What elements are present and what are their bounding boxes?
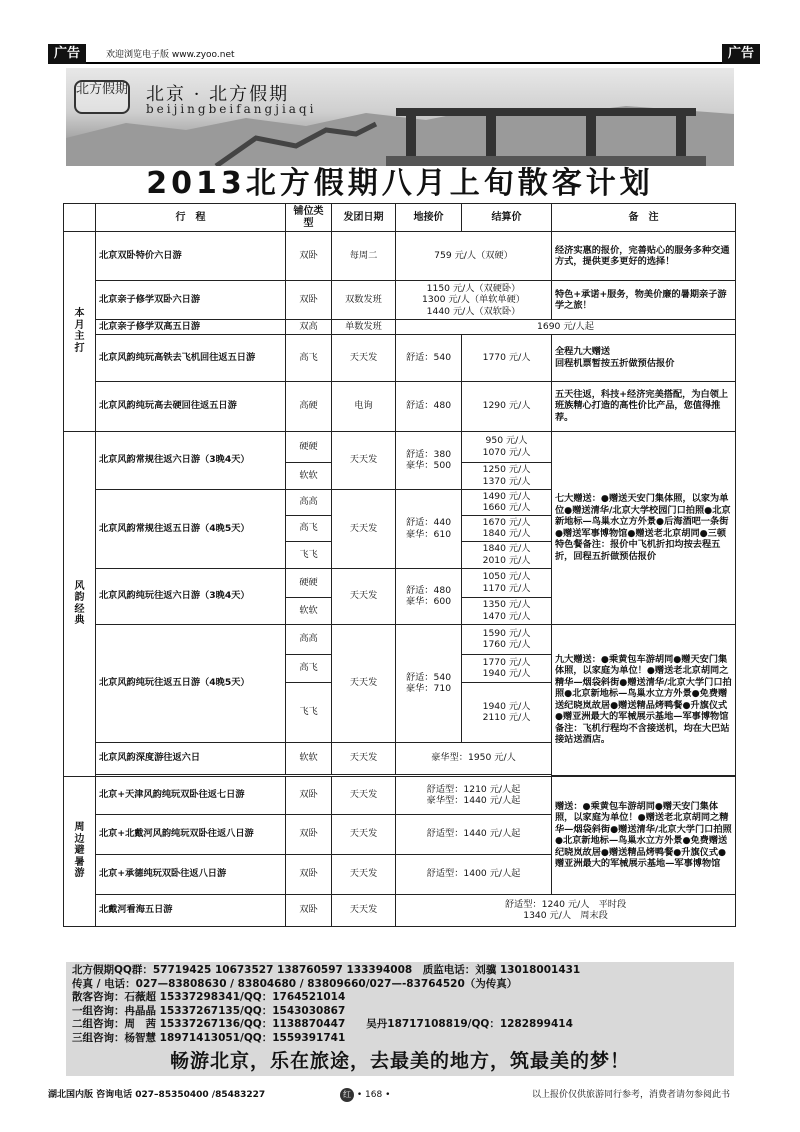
banner xyxy=(66,68,734,166)
col-local: 地接价 xyxy=(396,204,462,232)
note-line: 回程机票暂按五折做预估报价 xyxy=(555,357,675,369)
berth-type: 双卧 xyxy=(286,894,332,926)
contact-line: 三组咨询：杨智慧 18971413051/QQ：1559391741 xyxy=(72,1031,346,1044)
berth-type: 软软 xyxy=(286,462,332,489)
footer-edition: 湖北国内版 咨询电话 027–85350400 /85483227 xyxy=(48,1090,266,1100)
table-row xyxy=(64,776,736,814)
page-label: • 168 • xyxy=(356,1090,391,1100)
depart-date: 天天发 xyxy=(332,334,396,381)
berth-type: 软软 xyxy=(286,742,332,774)
local-price xyxy=(396,568,462,624)
route-name: 北京+北戴河风韵纯玩双卧往返八日游 xyxy=(96,814,286,854)
footer-disclaimer: 以上报价仅供旅游同行参考，消费者请勿参阅此书 xyxy=(531,1090,730,1100)
col-settle: 结算价 xyxy=(462,204,552,232)
price-line: 2110 元/人 xyxy=(482,712,531,723)
table-row xyxy=(64,894,736,926)
settle-price: 1290 元/人 xyxy=(462,381,552,431)
note: 经济实惠的报价，完善贴心的服务多种交通方式，提供更多更好的选择！ xyxy=(552,232,736,281)
settle-price xyxy=(462,462,552,489)
local-price xyxy=(396,624,462,742)
berth-type: 硬硬 xyxy=(286,568,332,597)
depart-date: 每周二 xyxy=(332,232,396,281)
note xyxy=(552,334,736,381)
contact-panel xyxy=(66,962,734,1046)
route-name: 北京风韵纯玩高去硬回往返五日游 xyxy=(96,381,286,431)
berth-type: 高高 xyxy=(286,489,332,515)
table-row xyxy=(64,624,736,654)
settle-price xyxy=(462,654,552,682)
berth-type: 双卧 xyxy=(286,232,332,281)
browse-text[interactable]: 欢迎浏览电子版 www.zyoo.net xyxy=(106,50,235,60)
berth-type: 双卧 xyxy=(286,281,332,320)
settle-price: 舒适型：1440 元/人起 xyxy=(396,814,552,854)
header-bar xyxy=(48,44,760,64)
page-title: 2013北方假期八月上旬散客计划 xyxy=(146,166,654,201)
route-name: 北京风韵纯玩往返六日游（3晚4天） xyxy=(96,568,286,624)
table-row xyxy=(64,431,736,462)
local-price: 舒适：540 xyxy=(396,334,462,381)
settle-price: 759 元/人（双硬） xyxy=(396,232,552,281)
price-line: 1440 元/人（双软卧） xyxy=(426,305,521,317)
contact-line: 北方假期QQ群：57719425 10673527 138760597 133394008 质监电话：刘骥 13018001431 xyxy=(72,964,581,976)
price-line: 1660 元/人 xyxy=(482,502,531,513)
route-name: 北京亲子修学双高五日游 xyxy=(96,320,286,335)
note: 七大赠送：●赠送天安门集体照，以家为单位●赠送清华/北京大学校园门口拍照●北京新地标—鸟巢水立方外景●后海酒吧一条街●赠送军事博物馆●赠送老北京胡同●三顿特色餐备注：报价中飞机折扣均按去程五折，回程五折做预估报价 xyxy=(552,431,736,624)
price-line: 1840 元/人 xyxy=(482,543,531,554)
price-line: 舒适：480 xyxy=(405,584,452,596)
settle-price xyxy=(396,776,552,814)
depart-date: 天天发 xyxy=(332,489,396,568)
price-table xyxy=(63,203,736,927)
price-line: 1340 元/人 周末段 xyxy=(523,910,608,921)
price-line: 1370 元/人 xyxy=(482,475,531,487)
price-line: 1070 元/人 xyxy=(482,446,531,458)
settle-price xyxy=(462,541,552,568)
table-header xyxy=(64,204,736,232)
depart-date: 天天发 xyxy=(332,624,396,742)
berth-type: 高硬 xyxy=(286,381,332,431)
route-name: 北京风韵纯玩高铁去飞机回往返五日游 xyxy=(96,334,286,381)
col-date: 发团日期 xyxy=(332,204,396,232)
berth-type: 飞飞 xyxy=(286,541,332,568)
ad-tag-left: 广告 xyxy=(48,44,86,64)
settle-price: 1690 元/人起 xyxy=(396,320,736,335)
depart-date: 天天发 xyxy=(332,814,396,854)
depart-date: 电询 xyxy=(332,381,396,431)
settle-price xyxy=(462,682,552,742)
contact-line: 散客咨询：石薇超 15337298341/QQ：1764521014 xyxy=(72,991,346,1004)
price-line: 1760 元/人 xyxy=(482,639,531,650)
settle-price xyxy=(396,281,552,320)
category-label: 风 韵 经 典 xyxy=(64,431,96,776)
route-name: 北京风韵纯玩往返五日游（4晚5天） xyxy=(96,624,286,742)
price-line: 1940 元/人 xyxy=(482,668,531,679)
depart-date: 天天发 xyxy=(332,568,396,624)
table-row xyxy=(64,381,736,431)
settle-price: 豪华型：1950 元/人 xyxy=(396,742,552,774)
depart-date: 天天发 xyxy=(332,776,396,814)
page-number xyxy=(340,1086,390,1104)
brand-logo: 北方假期 xyxy=(74,80,130,114)
price-line: 1170 元/人 xyxy=(482,582,531,594)
price-line: 1350 元/人 xyxy=(482,599,531,610)
slogan: 畅游北京，乐在旅途，去最美的地方，筑最美的梦！ xyxy=(66,1046,734,1076)
price-line: 1050 元/人 xyxy=(482,571,531,582)
berth-type: 双卧 xyxy=(286,814,332,854)
settle-price xyxy=(462,489,552,515)
route-name: 北戴河看海五日游 xyxy=(96,894,286,926)
note: 五天往返，科技+经济完美搭配，为白领上班族精心打造的高性价比产品，您值得推荐。 xyxy=(552,381,736,431)
price-line: 1940 元/人 xyxy=(482,700,531,712)
contact-line: 二组咨询：周 茜 15337267136/QQ：1138870447 吴丹18717108819/QQ：1282899414 xyxy=(72,1018,573,1031)
route-name: 北京+天津风韵纯玩双卧往返七日游 xyxy=(96,776,286,814)
note: 九大赠送：●乘黄包车游胡同●赠天安门集体照，以家庭为单位！●赠送老北京胡同之精华—烟袋斜街●赠送清华/北京大学门口拍照●北京新地标—鸟巢水立方外景●免费赠送纪晓岚故居●赠送精品烤鸭餐●升旗仪式●赠亚洲最大的军械展示基地—军事博物馆备注：飞机行程均不含接送机，均在大巴站接站送酒店。 xyxy=(552,624,736,775)
table-row xyxy=(64,232,736,281)
depart-date: 单数发班 xyxy=(332,320,396,335)
price-line: 豪华：500 xyxy=(405,460,452,471)
note: 特色+承诺+服务，物美价廉的暑期亲子游学之旅！ xyxy=(552,281,736,320)
price-line: 2010 元/人 xyxy=(482,554,531,566)
price-line: 1470 元/人 xyxy=(482,610,531,622)
price-line: 舒适：540 xyxy=(405,671,452,683)
col-berth: 铺位类型 xyxy=(286,204,332,232)
berth-type: 双卧 xyxy=(286,854,332,894)
price-line: 1490 元/人 xyxy=(482,490,531,502)
settle-price xyxy=(462,624,552,654)
berth-type: 飞飞 xyxy=(286,682,332,742)
price-line: 舒适：440 xyxy=(405,517,452,528)
depart-date: 天天发 xyxy=(332,742,396,774)
berth-type: 高飞 xyxy=(286,654,332,682)
note-line: 全程九大赠送 xyxy=(555,346,611,357)
table-row xyxy=(64,334,736,381)
footer xyxy=(48,1086,760,1104)
category-label: 周 边 避 暑 游 xyxy=(64,776,96,926)
settle-price xyxy=(462,431,552,462)
price-line: 1150 元/人（双硬卧） xyxy=(426,282,521,294)
contact-line: 传真 / 电话：027—83808630 / 83804680 / 83809660/027—-83764520（为传真） xyxy=(72,977,518,990)
brand-pinyin: beijingbeifangjiaqi xyxy=(146,102,317,116)
route-name: 北京+承德纯玩双卧往返八日游 xyxy=(96,854,286,894)
route-name: 北京亲子修学双卧六日游 xyxy=(96,281,286,320)
berth-type: 高飞 xyxy=(286,515,332,541)
price-line: 豪华：600 xyxy=(405,596,452,607)
table-row xyxy=(64,281,736,320)
price-line: 1670 元/人 xyxy=(482,516,531,528)
settle-price xyxy=(396,894,736,926)
price-line: 豪华型：1440 元/人起 xyxy=(426,795,521,806)
price-line: 950 元/人 xyxy=(485,435,528,446)
col-note: 备 注 xyxy=(552,204,736,232)
price-line: 1250 元/人 xyxy=(482,464,531,475)
price-line: 1840 元/人 xyxy=(482,528,531,539)
col-route: 行 程 xyxy=(96,204,286,232)
settle-price: 1770 元/人 xyxy=(462,334,552,381)
local-price: 舒适：480 xyxy=(396,381,462,431)
price-line: 豪华：610 xyxy=(405,528,452,540)
settle-price xyxy=(462,568,552,597)
berth-type: 高高 xyxy=(286,624,332,654)
local-price xyxy=(396,489,462,568)
price-line: 舒适型：1240 元/人 平时段 xyxy=(504,898,627,910)
depart-date: 天天发 xyxy=(332,894,396,926)
price-line: 舒适：380 xyxy=(405,448,452,460)
note: 赠送：●乘黄包车游胡同●赠天安门集体照，以家庭为单位！●赠送老北京胡同之精华—烟袋斜街●赠送清华/北京大学门口拍照●北京新地标—鸟巢水立方外景●免费赠送纪晓岚故居●赠送精品烤鸭餐●升旗仪式●赠亚洲最大的军械展示基地—军事博物馆 xyxy=(552,776,736,894)
price-line: 豪华：710 xyxy=(405,683,452,694)
route-name: 北京风韵常规往返六日游（3晚4天） xyxy=(96,431,286,489)
route-name: 北京风韵常规往返五日游（4晚5天） xyxy=(96,489,286,568)
berth-type: 软软 xyxy=(286,597,332,624)
route-name: 北京风韵深度游往返六日 xyxy=(96,742,286,774)
berth-type: 双高 xyxy=(286,320,332,335)
route-name: 北京双卧特价六日游 xyxy=(96,232,286,281)
category-label: 本 月 主 打 xyxy=(64,232,96,432)
depart-date: 双数发班 xyxy=(332,281,396,320)
price-line: 1590 元/人 xyxy=(482,627,531,639)
table-row xyxy=(64,320,736,335)
depart-date: 天天发 xyxy=(332,431,396,489)
contact-line: 一组咨询：冉晶晶 15337267135/QQ：1543030867 xyxy=(72,1004,346,1017)
settle-price: 舒适型：1400 元/人起 xyxy=(396,854,552,894)
ad-tag-right: 广告 xyxy=(722,44,760,64)
berth-type: 双卧 xyxy=(286,776,332,814)
depart-date: 天天发 xyxy=(332,854,396,894)
price-line: 舒适型：1210 元/人起 xyxy=(426,783,521,795)
price-line: 1770 元/人 xyxy=(482,656,531,668)
brand-name: 北京 · 北方假期 xyxy=(146,84,290,105)
settle-price xyxy=(462,597,552,624)
local-price xyxy=(396,431,462,489)
edition-badge-icon: 红 xyxy=(340,1088,354,1102)
price-line: 1300 元/人（单软单硬） xyxy=(422,294,525,306)
settle-price xyxy=(462,515,552,541)
berth-type: 高飞 xyxy=(286,334,332,381)
berth-type: 硬硬 xyxy=(286,431,332,462)
